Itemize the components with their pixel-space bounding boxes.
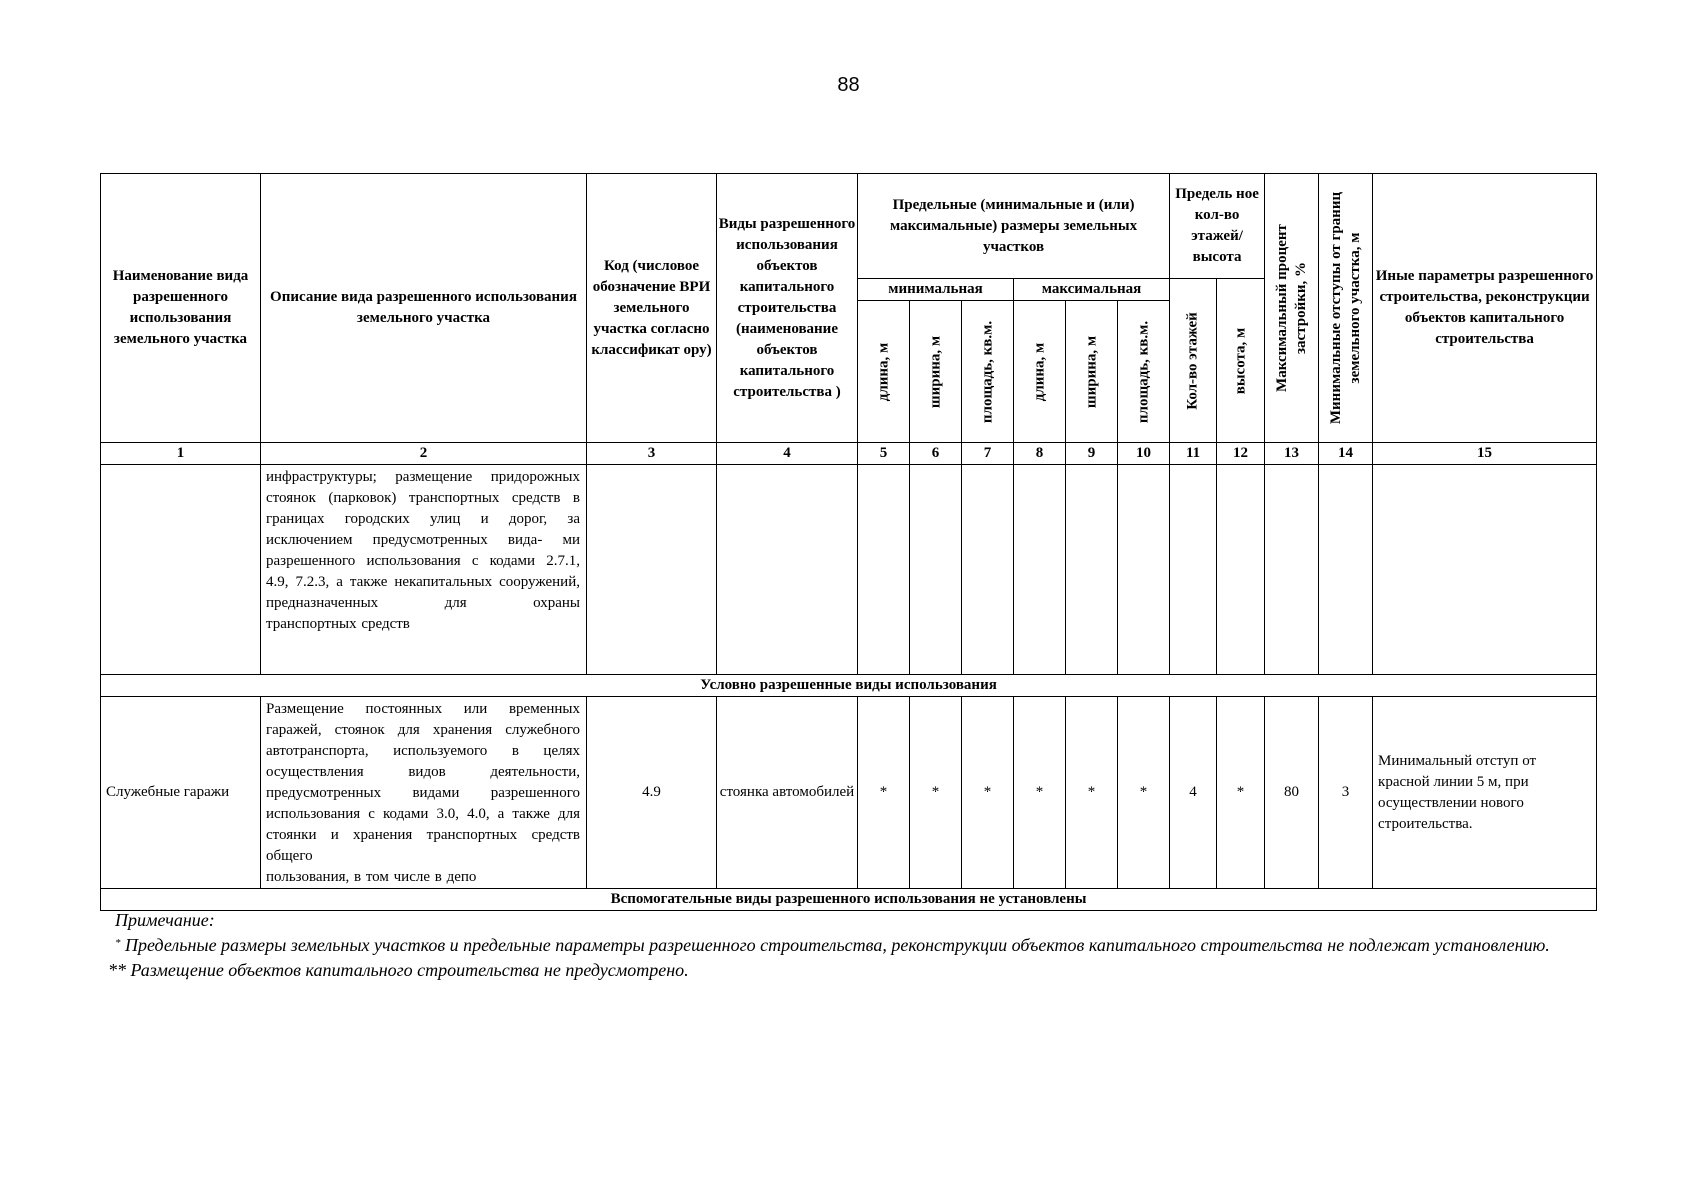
page-number: 88 bbox=[837, 74, 860, 96]
cell-empty bbox=[962, 465, 1014, 675]
table-row-continuation bbox=[101, 465, 1597, 675]
col-number: 3 bbox=[587, 443, 717, 465]
description-text: инфраструктуры; размещение придорожных стоянок (парковок) транспортных средств в границах городских улиц и дорог, за исключением предусмотренных вида- ми разрешенного использования с кодами 2.7.1, 4.9, 7.2.3, а также некапитальных сооружений, предназначенных для охраны bbox=[266, 469, 580, 611]
cell-empty bbox=[1066, 465, 1118, 675]
col-number: 15 bbox=[1373, 443, 1597, 465]
header-min-setback bbox=[1319, 174, 1373, 443]
header-min-length-text: длина, м bbox=[875, 342, 891, 401]
header-limit-sizes: Предельные (минимальные и (или) максимальные) размеры земельных участков bbox=[858, 174, 1170, 279]
cell-empty bbox=[1118, 465, 1170, 675]
cell-max-area: * bbox=[1118, 697, 1170, 889]
header-description: Описание вида разрешенного использования земельного участка bbox=[261, 174, 587, 443]
header-minimal: минимальная bbox=[858, 279, 1014, 301]
cell-other-params: Минимальный отступ от красной линии 5 м, при осуществлении нового строительства. bbox=[1373, 697, 1597, 889]
col-number: 2 bbox=[261, 443, 587, 465]
header-max-width-text: ширина, м bbox=[1083, 335, 1099, 408]
col-number: 12 bbox=[1217, 443, 1265, 465]
cell-empty bbox=[1265, 465, 1319, 675]
header-height bbox=[1217, 279, 1265, 443]
cell-empty bbox=[101, 465, 261, 675]
cell-empty bbox=[858, 465, 910, 675]
cell-empty bbox=[1170, 465, 1217, 675]
description-last-line: транспортных средств bbox=[266, 616, 410, 632]
section-auxiliary-title: Вспомогательные виды разрешенного использования не установлены bbox=[101, 889, 1597, 911]
header-min-area bbox=[962, 301, 1014, 443]
header-min-width bbox=[910, 301, 962, 443]
col-number: 14 bbox=[1319, 443, 1373, 465]
land-use-table bbox=[100, 173, 1597, 911]
col-number: 11 bbox=[1170, 443, 1217, 465]
cell-code: 4.9 bbox=[587, 697, 717, 889]
col-number: 9 bbox=[1066, 443, 1118, 465]
table-row-garages bbox=[101, 697, 1597, 889]
cell-empty bbox=[1217, 465, 1265, 675]
cell-use-name: Служебные гаражи bbox=[101, 697, 261, 889]
header-max-length-text: длина, м bbox=[1031, 342, 1047, 401]
note-1-text: Предельные размеры земельных участков и предельные параметры разрешенного строительства, реконструкции объектов капитального строительства не подлежат установлению. bbox=[125, 935, 1550, 955]
header-other-params: Иные параметры разрешенного строительства, реконструкции объектов капитального строительства bbox=[1373, 174, 1597, 443]
header-object-types: Виды разрешенного использования объектов капитального строительства (наименование объектов капитального строительства ) bbox=[717, 174, 858, 443]
cell-empty bbox=[717, 465, 858, 675]
header-floors-text: Кол-во этажей bbox=[1184, 311, 1201, 410]
header-floors bbox=[1170, 279, 1217, 443]
notes-title: Примечание: bbox=[115, 910, 215, 930]
header-min-area-text: площадь, кв.м. bbox=[979, 320, 995, 423]
header-code: Код (числовое обозначение ВРИ земельного участка согласно классификат ору) bbox=[587, 174, 717, 443]
cell-height: * bbox=[1217, 697, 1265, 889]
notes-block bbox=[108, 908, 1595, 983]
cell-max-percent: 80 bbox=[1265, 697, 1319, 889]
col-number: 1 bbox=[101, 443, 261, 465]
header-max-area bbox=[1118, 301, 1170, 443]
col-number: 4 bbox=[717, 443, 858, 465]
col-number: 13 bbox=[1265, 443, 1319, 465]
header-floors-height: Предель ное кол-во этажей/ высота bbox=[1170, 174, 1265, 279]
cell-object-types: стоянка автомобилей bbox=[717, 697, 858, 889]
header-height-text: высота, м bbox=[1232, 327, 1249, 394]
note-1 bbox=[115, 933, 1595, 958]
description-last-line: пользования, в том числе в депо bbox=[266, 869, 477, 885]
description-text: Размещение постоянных или временных гаражей, стоянок для хранения служебного автотранспорта, используемого в целях осуществления видов деятельности, предусмотренных видами разрешенного использования с кодами 3.0, 4.0, а также для стоянки и хранения транспортных средств общего bbox=[266, 701, 580, 864]
col-number: 6 bbox=[910, 443, 962, 465]
col-number: 8 bbox=[1014, 443, 1066, 465]
header-maximal: максимальная bbox=[1014, 279, 1170, 301]
header-max-percent-text: Максимальный процент застройки, % bbox=[1273, 224, 1309, 392]
col-number: 7 bbox=[962, 443, 1014, 465]
cell-description bbox=[261, 697, 587, 889]
cell-empty bbox=[1014, 465, 1066, 675]
cell-empty bbox=[1319, 465, 1373, 675]
section-row-conditional bbox=[101, 675, 1597, 697]
cell-description bbox=[261, 465, 587, 675]
header-max-area-text: площадь, кв.м. bbox=[1135, 320, 1152, 423]
cell-floors: 4 bbox=[1170, 697, 1217, 889]
cell-max-length: * bbox=[1014, 697, 1066, 889]
header-name: Наименование вида разрешенного использования земельного участка bbox=[101, 174, 261, 443]
col-number: 10 bbox=[1118, 443, 1170, 465]
note-2: ** Размещение объектов капитального строительства не предусмотрено. bbox=[108, 960, 689, 980]
cell-empty bbox=[1373, 465, 1597, 675]
header-min-length bbox=[858, 301, 910, 443]
cell-empty bbox=[587, 465, 717, 675]
header-min-setback-text: Минимальные отступы от границ земельного участка, м bbox=[1327, 191, 1363, 425]
header-max-length bbox=[1014, 301, 1066, 443]
header-max-width bbox=[1066, 301, 1118, 443]
cell-min-setback: 3 bbox=[1319, 697, 1373, 889]
column-numbers-row bbox=[101, 443, 1597, 465]
cell-min-width: * bbox=[910, 697, 962, 889]
section-conditional-title: Условно разрешенные виды использования bbox=[101, 675, 1597, 697]
header-min-width-text: ширина, м bbox=[927, 335, 943, 408]
note-1-mark: * bbox=[115, 937, 121, 949]
cell-max-width: * bbox=[1066, 697, 1118, 889]
cell-min-length: * bbox=[858, 697, 910, 889]
header-max-percent bbox=[1265, 174, 1319, 443]
col-number: 5 bbox=[858, 443, 910, 465]
cell-min-area: * bbox=[962, 697, 1014, 889]
cell-empty bbox=[910, 465, 962, 675]
header-row-1 bbox=[101, 174, 1597, 279]
